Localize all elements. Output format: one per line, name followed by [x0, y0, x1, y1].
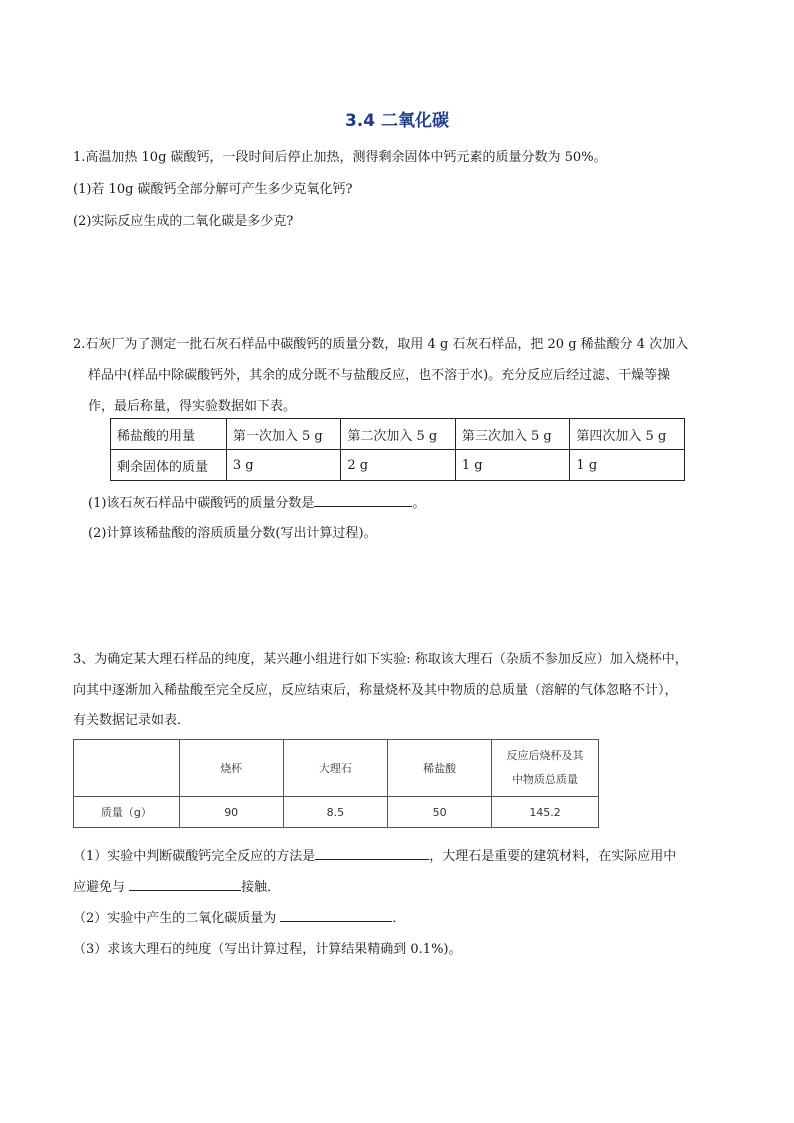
table-cell: 3 g	[226, 450, 341, 481]
q3-part1-line1	[73, 845, 676, 864]
q3-part2-text: （2）实验中产生的二氧化碳质量为	[73, 911, 277, 926]
q3-part1-end: 接触．	[241, 880, 281, 895]
answer-blank[interactable]	[280, 907, 392, 922]
table-cell: 90	[179, 797, 283, 828]
q3-part1-text: （1）实验中判断碳酸钙完全反应的方法是	[73, 849, 316, 864]
answer-blank[interactable]	[314, 492, 412, 507]
q2-stem-line2: 样品中(样品中除碳酸钙外，其余的成分既不与盐酸反应，也不溶于水)。充分反应后经过滤、干燥等操	[88, 368, 671, 383]
table-cell: 8.5	[283, 797, 387, 828]
q3-stem-line2: 向其中逐渐加入稀盐酸至完全反应，反应结束后，称量烧杯及其中物质的总质量（溶解的气体忽略不计），	[73, 683, 678, 698]
header-line: 反应后烧杯及其	[506, 749, 584, 762]
table-cell: 1 g	[455, 450, 570, 481]
table-cell: 第二次加入 5 g	[341, 419, 456, 450]
table-row	[74, 797, 599, 828]
answer-blank[interactable]	[129, 876, 241, 891]
q3-data-table	[73, 739, 599, 828]
q2-part1-text: (1)该石灰石样品中碳酸钙的质量分数是	[88, 496, 315, 511]
q2-stem-line3: 作，最后称量，得实验数据如下表。	[88, 399, 297, 414]
table-cell: 2 g	[341, 450, 456, 481]
table-row	[74, 740, 599, 797]
header-line: 中物质总质量	[512, 773, 579, 786]
q2-part1-end: 。	[412, 496, 426, 511]
q1-stem: 1.高温加热 10g 碳酸钙，一段时间后停止加热，测得剩余固体中钙元素的质量分数为 50%。	[73, 150, 607, 165]
q2-stem-line1: 2.石灰厂为了测定一批石灰石样品中碳酸钙的质量分数，取用 4 g 石灰石样品，把 20 g 稀盐酸分 4 次加入	[73, 337, 689, 352]
q2-part2: (2)计算该稀盐酸的溶质质量分数(写出计算过程)。	[88, 526, 377, 541]
table-row	[111, 450, 685, 481]
q1-part2: (2)实际反应生成的二氧化碳是多少克?	[73, 214, 294, 229]
q3-part2-end: ．	[392, 911, 406, 926]
table-cell: 大理石	[283, 740, 387, 797]
q3-part1-text3: 应避免与	[73, 880, 126, 895]
table-cell: 第三次加入 5 g	[455, 419, 570, 450]
table-cell: 50	[388, 797, 492, 828]
table-cell: 烧杯	[179, 740, 283, 797]
q3-stem-line3: 有关数据记录如表．	[73, 713, 191, 728]
table-cell: 稀盐酸的用量	[111, 419, 227, 450]
q2-part1	[88, 492, 425, 511]
q3-part3: （3）求该大理石的纯度（写出计算过程，计算结果精确到 0.1%)。	[73, 942, 462, 957]
q3-part1-text2: ，大理石是重要的建筑材料，在实际应用中	[429, 849, 677, 864]
q1-part1: (1)若 10g 碳酸钙全部分解可产生多少克氧化钙?	[73, 182, 353, 197]
table-cell: 第一次加入 5 g	[226, 419, 341, 450]
table-cell: 1 g	[570, 450, 685, 481]
q3-part1-line2	[73, 876, 280, 895]
table-cell	[492, 740, 599, 797]
page-title: 3.4 二氧化碳	[344, 111, 450, 131]
table-cell	[74, 740, 180, 797]
table-cell: 第四次加入 5 g	[570, 419, 685, 450]
q3-stem-line1: 3、为确定某大理石样品的纯度，某兴趣小组进行如下实验: 称取该大理石（杂质不参加反应）加入烧杯中，	[73, 652, 688, 667]
table-cell: 145.2	[492, 797, 599, 828]
table-row	[111, 419, 685, 450]
table-cell: 稀盐酸	[388, 740, 492, 797]
answer-blank[interactable]	[315, 845, 429, 860]
table-cell: 剩余固体的质量	[111, 450, 227, 481]
q2-data-table	[110, 418, 685, 481]
q3-part2	[73, 907, 405, 926]
table-cell: 质量（g）	[74, 797, 180, 828]
